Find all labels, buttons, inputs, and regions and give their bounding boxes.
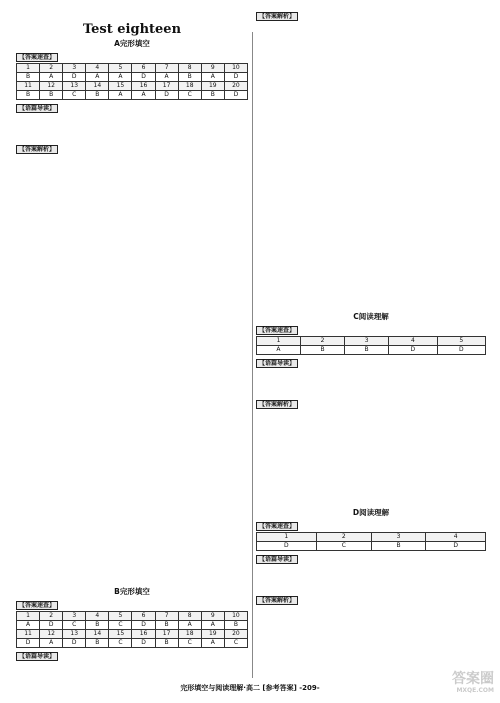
section-a-answer-table [16, 63, 248, 100]
question-number-cell: 5 [109, 64, 132, 73]
answer-letter-cell: B [86, 621, 109, 630]
answer-number-row [17, 64, 248, 73]
section-c-answer-table [256, 336, 486, 355]
question-number-cell: 18 [178, 82, 201, 91]
question-number-cell: 15 [109, 82, 132, 91]
section-c-heading: C阅读理解 [353, 312, 389, 321]
question-number-cell: 11 [17, 82, 40, 91]
answer-letter-cell: C [109, 639, 132, 648]
section-b-answer-label: 【答案速查】 [16, 601, 58, 610]
answer-letter-row [17, 621, 248, 630]
answer-letter-cell: A [109, 91, 132, 100]
section-b-answer-table [16, 611, 248, 648]
answer-letter-row [257, 542, 486, 551]
question-number-cell: 2 [40, 64, 63, 73]
question-number-cell: 18 [178, 630, 201, 639]
answer-letter-cell: B [155, 621, 178, 630]
question-number-cell: 13 [63, 82, 86, 91]
answer-letter-cell: B [371, 542, 425, 551]
answer-letter-cell: B [178, 73, 201, 82]
question-number-cell: 14 [86, 82, 109, 91]
answer-letter-cell: D [40, 621, 63, 630]
section-c-analysis [256, 410, 486, 506]
answer-letter-cell: A [201, 621, 224, 630]
answer-letter-cell: B [17, 91, 40, 100]
question-number-cell: 1 [17, 612, 40, 621]
answer-letter-cell: D [426, 542, 486, 551]
section-a-analysis [16, 155, 248, 585]
question-number-cell: 14 [86, 630, 109, 639]
answer-letter-cell: B [300, 346, 344, 355]
question-number-cell: 1 [17, 64, 40, 73]
section-b-analysis [256, 22, 486, 310]
question-number-cell: 4 [86, 64, 109, 73]
question-number-cell: 5 [109, 612, 132, 621]
question-number-cell: 6 [132, 64, 155, 73]
question-number-cell: 20 [224, 82, 247, 91]
question-number-cell: 17 [155, 630, 178, 639]
answer-letter-cell: B [224, 621, 247, 630]
question-number-cell: 3 [63, 64, 86, 73]
section-d-heading: D阅读理解 [352, 508, 390, 517]
left-column [16, 10, 248, 678]
answer-letter-row [17, 91, 248, 100]
question-number-cell: 10 [224, 612, 247, 621]
page-footer: 完形填空与阅读理解·高二 [参考答案] -209- [180, 684, 320, 692]
answer-letter-cell: D [132, 639, 155, 648]
answer-letter-cell: A [201, 639, 224, 648]
question-number-cell: 10 [224, 64, 247, 73]
answer-number-row [17, 630, 248, 639]
question-number-cell: 4 [426, 533, 486, 542]
section-b-analysis-label: 【答案解析】 [256, 12, 298, 21]
question-number-cell: 12 [40, 630, 63, 639]
section-c-analysis-label: 【答案解析】 [256, 400, 298, 409]
answer-letter-cell: D [132, 73, 155, 82]
question-number-cell: 2 [40, 612, 63, 621]
section-d-answer-label: 【答案速查】 [256, 522, 298, 531]
section-d-analysis-label: 【答案解析】 [256, 596, 298, 605]
question-number-cell: 3 [63, 612, 86, 621]
question-number-cell: 5 [437, 337, 485, 346]
answer-letter-cell: D [63, 639, 86, 648]
answer-letter-cell: B [201, 91, 224, 100]
question-number-cell: 12 [40, 82, 63, 91]
answer-letter-cell: A [178, 621, 201, 630]
question-number-cell: 7 [155, 612, 178, 621]
question-number-cell: 16 [132, 82, 155, 91]
section-d-answer-table [256, 532, 486, 551]
section-a-answer-label: 【答案速查】 [16, 53, 58, 62]
answer-letter-cell: D [17, 639, 40, 648]
answer-letter-cell: A [132, 91, 155, 100]
question-number-cell: 4 [389, 337, 437, 346]
section-b-heading: B完形填空 [114, 587, 150, 596]
answer-letter-cell: C [316, 542, 371, 551]
answer-letter-cell: A [257, 346, 301, 355]
answer-letter-cell: D [437, 346, 485, 355]
answer-page [16, 10, 486, 678]
answer-number-row [257, 533, 486, 542]
question-number-cell: 2 [300, 337, 344, 346]
answer-letter-cell: D [389, 346, 437, 355]
answer-number-row [257, 337, 486, 346]
question-number-cell: 6 [132, 612, 155, 621]
answer-letter-row [17, 639, 248, 648]
section-d-analysis [256, 606, 486, 642]
answer-letter-cell: A [40, 73, 63, 82]
question-number-cell: 19 [201, 82, 224, 91]
answer-letter-cell: D [63, 73, 86, 82]
question-number-cell: 2 [316, 533, 371, 542]
answer-number-row [17, 82, 248, 91]
watermark-main: 答案圈 [452, 671, 494, 687]
answer-letter-cell: C [224, 639, 247, 648]
question-number-cell: 3 [371, 533, 425, 542]
answer-letter-cell: A [86, 73, 109, 82]
answer-letter-row [257, 346, 486, 355]
question-number-cell: 7 [155, 64, 178, 73]
answer-number-row [17, 612, 248, 621]
question-number-cell: 4 [86, 612, 109, 621]
question-number-cell: 1 [257, 337, 301, 346]
question-number-cell: 8 [178, 64, 201, 73]
question-number-cell: 11 [17, 630, 40, 639]
section-b-guide-label: 【语篇导读】 [16, 652, 58, 661]
section-d-guide-label: 【语篇导读】 [256, 555, 298, 564]
right-column [256, 10, 486, 678]
answer-letter-cell: D [224, 91, 247, 100]
section-a-heading: A完形填空 [114, 39, 150, 48]
answer-letter-cell: A [17, 621, 40, 630]
column-divider [252, 32, 253, 678]
question-number-cell: 19 [201, 630, 224, 639]
section-c-guide-label: 【语篇导读】 [256, 359, 298, 368]
section-c-answer-label: 【答案速查】 [256, 326, 298, 335]
section-b-guide-text [16, 662, 248, 678]
answer-letter-cell: D [155, 91, 178, 100]
section-a-guide-text [16, 114, 248, 142]
answer-letter-cell: B [155, 639, 178, 648]
answer-letter-cell: C [109, 621, 132, 630]
test-title: Test eighteen [82, 22, 182, 37]
answer-letter-cell: C [63, 91, 86, 100]
answer-letter-cell: D [132, 621, 155, 630]
section-a-analysis-label: 【答案解析】 [16, 145, 58, 154]
section-c-guide-text [256, 369, 486, 397]
question-number-cell: 17 [155, 82, 178, 91]
question-number-cell: 1 [257, 533, 317, 542]
answer-letter-row [17, 73, 248, 82]
answer-letter-cell: A [155, 73, 178, 82]
answer-letter-cell: B [86, 639, 109, 648]
answer-letter-cell: B [40, 91, 63, 100]
answer-letter-cell: A [109, 73, 132, 82]
answer-letter-cell: C [178, 91, 201, 100]
section-a-guide-label: 【语篇导读】 [16, 104, 58, 113]
question-number-cell: 13 [63, 630, 86, 639]
answer-letter-cell: C [63, 621, 86, 630]
answer-letter-cell: A [201, 73, 224, 82]
answer-letter-cell: B [17, 73, 40, 82]
answer-letter-cell: D [257, 542, 317, 551]
watermark-sub: MXQE.COM [456, 687, 494, 694]
answer-letter-cell: A [40, 639, 63, 648]
site-watermark-logo [422, 671, 494, 699]
answer-letter-cell: C [178, 639, 201, 648]
question-number-cell: 3 [345, 337, 389, 346]
question-number-cell: 9 [201, 612, 224, 621]
question-number-cell: 20 [224, 630, 247, 639]
answer-letter-cell: B [345, 346, 389, 355]
answer-letter-cell: B [86, 91, 109, 100]
answer-letter-cell: D [224, 73, 247, 82]
question-number-cell: 9 [201, 64, 224, 73]
question-number-cell: 15 [109, 630, 132, 639]
section-d-guide-text [256, 565, 486, 593]
question-number-cell: 8 [178, 612, 201, 621]
question-number-cell: 16 [132, 630, 155, 639]
